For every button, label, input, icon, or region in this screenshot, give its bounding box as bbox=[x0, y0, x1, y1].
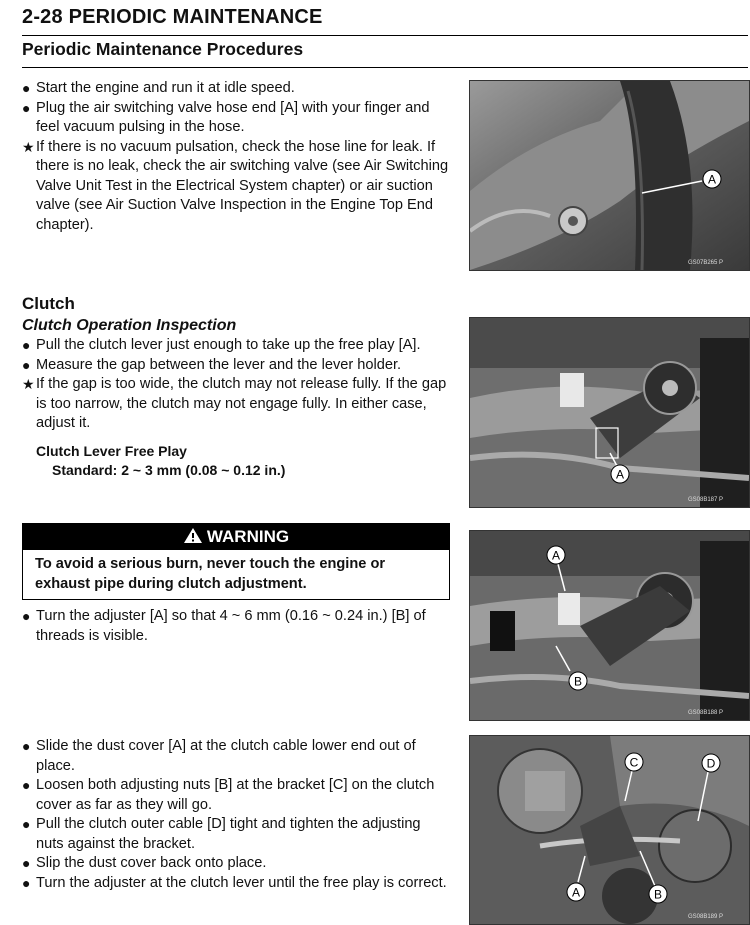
figure-code: GS07B265 P bbox=[688, 260, 724, 266]
bullet-icon: ● bbox=[22, 874, 31, 891]
photo-air-switching-hose bbox=[469, 80, 750, 271]
spec-standard: Standard: 2 ~ 3 mm (0.08 ~ 0.12 in.) bbox=[52, 461, 286, 478]
section-title: Periodic Maintenance Procedures bbox=[22, 39, 304, 59]
clutch-heading: Clutch bbox=[22, 294, 75, 313]
free-play-spec bbox=[22, 442, 450, 480]
list-item: ● Slip the dust cover back onto place. bbox=[22, 854, 450, 874]
list-item: ★ If there is no vacuum pulsation, check the hose line for leak. If there is no leak, check the air switching valve (see Air Switching Valve Unit Test in the Electrical System chapter) or air suction valve (see Air Suction Valve Inspection in the Engine Top End chapter). bbox=[22, 138, 449, 233]
star-icon: ★ bbox=[22, 138, 35, 155]
clutch-subheading: Clutch Operation Inspection bbox=[22, 316, 237, 334]
section-rule bbox=[22, 67, 748, 68]
header-rule bbox=[22, 35, 748, 36]
list-item: ★ If the gap is too wide, the clutch may not release fully. If the gap is too narrow, the clutch may not engage fully. In either case, adjust it. bbox=[22, 376, 447, 431]
callout-label: B bbox=[653, 887, 663, 902]
list-item: ● Pull the clutch lever just enough to take up the free play [A]. bbox=[22, 336, 450, 356]
list-item: ● Loosen both adjusting nuts [B] at the bracket [C] on the clutch cover as far as they will go. bbox=[22, 777, 435, 813]
list-item: ● Plug the air switching valve hose end [A] with your finger and feel vacuum pulsing in the hose. bbox=[22, 99, 430, 135]
list-item: ● Turn the adjuster at the clutch lever until the free play is correct. bbox=[22, 874, 450, 894]
callout-label: A bbox=[551, 548, 561, 563]
bullet-icon: ● bbox=[22, 816, 31, 832]
callout-label: A bbox=[707, 172, 717, 187]
bullet-icon: ● bbox=[22, 337, 31, 353]
photo-clutch-adjuster bbox=[469, 530, 750, 721]
warning-title: WARNING bbox=[206, 527, 290, 546]
figure-code: GS08B187 P bbox=[688, 497, 724, 503]
bullet-icon: ● bbox=[22, 608, 31, 624]
list-item: ● Measure the gap between the lever and the lever holder. bbox=[22, 356, 450, 376]
list-item: ● Pull the clutch outer cable [D] tight and tighten the adjusting nuts against the bracket. bbox=[22, 816, 421, 852]
photo-clutch-lever-free-play bbox=[469, 317, 750, 508]
figure-code: GS08B189 P bbox=[688, 914, 724, 920]
bullet-icon: ● bbox=[22, 356, 31, 373]
bullet-icon: ● bbox=[22, 99, 31, 116]
bullet-icon: ● bbox=[22, 80, 31, 96]
spec-title: Clutch Lever Free Play bbox=[36, 442, 187, 459]
page-header: 2-28 PERIODIC MAINTENANCE bbox=[22, 6, 323, 28]
bullet-icon: ● bbox=[22, 777, 31, 793]
air-switching-check bbox=[22, 79, 450, 235]
figure-code: GS08B188 P bbox=[688, 710, 724, 716]
adjuster-step bbox=[22, 607, 450, 646]
cable-adjust-steps bbox=[22, 737, 450, 893]
clutch-section bbox=[22, 294, 450, 480]
list-item: ● Start the engine and run it at idle speed. bbox=[22, 79, 450, 99]
warning-triangle-icon bbox=[183, 527, 203, 544]
callout-label: B bbox=[573, 674, 583, 689]
bullet-icon: ● bbox=[22, 738, 31, 754]
warning-header bbox=[23, 524, 449, 550]
list-item: ● Turn the adjuster [A] so that 4 ~ 6 mm (0.16 ~ 0.24 in.) [B] of threads is visible. bbox=[22, 608, 426, 644]
callout-label: A bbox=[615, 467, 625, 482]
star-icon: ★ bbox=[22, 376, 35, 392]
warning-box bbox=[22, 523, 450, 600]
warning-text: To avoid a serious burn, never touch the engine or exhaust pipe during clutch adjustment. bbox=[35, 556, 386, 592]
callout-label: C bbox=[629, 755, 639, 770]
callout-label: A bbox=[571, 885, 581, 900]
photo-clutch-cable-lower-end bbox=[469, 735, 750, 925]
bullet-icon: ● bbox=[22, 855, 31, 871]
list-item: ● Slide the dust cover [A] at the clutch cable lower end out of place. bbox=[22, 738, 416, 774]
callout-label: D bbox=[706, 756, 716, 771]
